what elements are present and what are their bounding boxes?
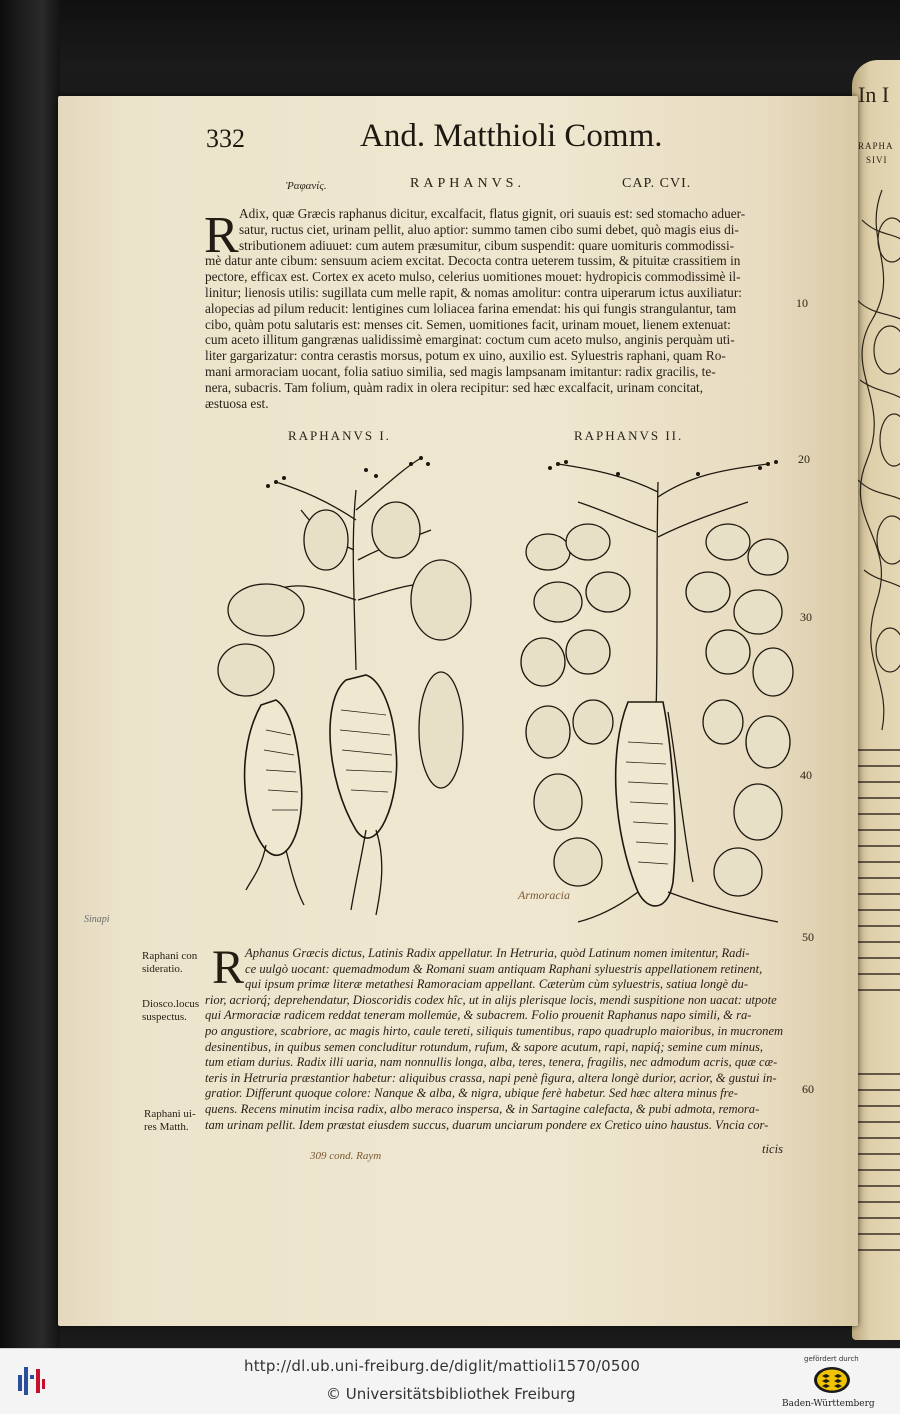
text-line: nera, subacris. Tam folium, quàm radix in olera recipitur: sed hæc excalfacit, urinam concitat,	[205, 379, 704, 395]
facing-page-subheading-2: SIVI	[866, 155, 888, 165]
page-number: 332	[206, 124, 245, 153]
woodcut-raphanus-1	[206, 450, 486, 920]
text-line: Aphanus Græcis dictus, Latinis Radix appellatur. In Hetruria, quòd Latinum nomen imitentur, Radi-	[245, 946, 750, 960]
sponsor-label: gefördert durch	[804, 1355, 859, 1363]
dioscorides-text	[205, 206, 791, 411]
document-url-link[interactable]: http://dl.ub.uni-freiburg.de/diglit/mattioli1570/0500	[244, 1357, 641, 1375]
text-line: mani armoraciam uocant, folia satiuo similia, sed magis lampsanam imitantur: radix gracilis, te-	[205, 363, 716, 379]
sponsor-name: Baden-Württemberg	[782, 1399, 875, 1409]
text-line: rior, acriorq́; deprehendatur, Dioscoridis codex hîc, ut in alijs plerisque locis, mendi suspitione non uacat: utpote	[205, 992, 777, 1007]
chapter-title: RAPHANVS.	[410, 176, 525, 191]
margin-note-diosco-locus: Diosco.locus suspectus.	[142, 998, 200, 1023]
facing-page-heading: In I	[858, 82, 890, 107]
line-number: 50	[802, 930, 814, 944]
margin-note-raphani-consideratio: Raphani con sideratio.	[142, 950, 198, 975]
text-line: tam urinam pellit. Idem præstat eiusdem succus, duarum unciarum pondere ex Cretico uino haustus. Vncia cor-	[205, 1117, 769, 1132]
text-line: quens. Recens minutim incisa radix, albo meraco inspersa, & in Sartagine calefacta, & pubi admota, remora-	[205, 1101, 760, 1116]
line-number: 60	[802, 1082, 814, 1096]
handwritten-annotation-margin: Sinapi	[84, 914, 110, 925]
catchword: ticis	[762, 1142, 783, 1156]
library-logo-icon[interactable]	[16, 1361, 46, 1401]
text-line: cibo, quàm potu salutaris est: menses cit. Semen, uomitiones facit, urinam mouet, lienem extenuat:	[205, 316, 731, 332]
book-spine	[0, 0, 60, 1348]
text-line: mè datur ante cibum: sensuum aciem excitat. Decocta contra ueterem tussim, & pituitæ crassitiem in	[205, 253, 741, 269]
figure-label-raphanus-2: RAPHANVS II.	[574, 428, 684, 443]
facing-page-text-block	[856, 744, 900, 1309]
text-line: stributionem adiuuet: cum autem præsumitur, cibum suspendit: quare uomituris commodissi-	[239, 237, 735, 253]
text-line: teris in Hetruria præstantior habetur: aliquibus crassa, napi penè figura, altera longè durior, acrior, & gustui in-	[205, 1070, 777, 1085]
text-line: linitur; lienosis utilis: sugillata cum melle rapit, & nomas amolitur: contra uiperarum ictus auxiliatur:	[205, 284, 742, 300]
text-line: satur, ructus ciet, urinam pellit, aluo aptior: summo tamen cibo sumi debet, quò magis eius di-	[239, 221, 739, 237]
text-line: pectore, efficax est. Cortex ex aceto mulso, celerius uomitiones mouet: hydropicis commodissimè il-	[205, 269, 741, 285]
text-line: ce uulgò uocant: quemadmodum & Romani suam antiquam Raphani syluestris appellationem retinent,	[245, 961, 763, 976]
text-line: qui ipsum primæ literæ metathesi Ramoraciam appellant. Cæterùm cùm syluestris, satiua longè du-	[245, 977, 749, 992]
figure-label-raphanus-1: RAPHANVS I.	[288, 428, 391, 443]
text-line: po angustiore, scabriore, ac magis hirto, caule tereti, siliquis tumentibus, rapo quadruplo maioribus, in mucronem	[205, 1023, 784, 1038]
copyright-text: © Universitätsbibliothek Freiburg	[326, 1385, 576, 1403]
text-line: æstuosa est.	[205, 395, 269, 411]
text-line: Adix, quæ Græcis raphanus dicitur, excalfacit, flatus gignit, ori suauis est: sed stomacho aduer-	[239, 206, 746, 221]
facing-page	[852, 60, 900, 1340]
text-line: alopecias ad pilum reducit: lentigines cum loliacea farina emendat: his qui fungis strangulantur, tam	[205, 300, 737, 316]
greek-heading: Ῥαφανίς.	[286, 180, 327, 192]
text-line: desinentibus, in quibus semen concluditur rotundum, rufum, & sapore acutum, rapi, napiq́; semine cum minus,	[205, 1039, 764, 1054]
text-line: qui Armoraciæ radicem reddat teneram mollemúe, & subacrem. Folio prouenit Raphanus napo simili, & ra-	[205, 1008, 752, 1023]
handwritten-annotation-figure: Armoracia	[518, 888, 570, 902]
baden-wuerttemberg-crest-icon	[812, 1365, 852, 1395]
viewer-footer	[0, 1348, 900, 1414]
running-title: And. Matthioli Comm.	[360, 118, 663, 154]
margin-note-raphani-uires: Raphani ui- res Matth.	[144, 1108, 196, 1133]
line-number: 30	[800, 610, 812, 624]
book-cover-top	[0, 0, 900, 70]
text-line: gratior. Differunt quoque colore: Nanque & alba, & nigra, ubique ferè habetur. Sed hæc altera minus fre-	[205, 1086, 738, 1101]
facing-page-subheading: RAPHA	[858, 141, 894, 151]
line-number: 20	[798, 452, 810, 466]
matthioli-commentary	[205, 941, 801, 1133]
woodcut-raphanus-2	[518, 452, 798, 930]
facing-page-woodcut	[852, 180, 900, 740]
text-line: liter gargarizatur: contra cerastis morsus, potum ex uino, auxilio est. Syluestris raphani, quam Ro-	[205, 348, 726, 364]
chapter-number: CAP. CVI.	[622, 176, 692, 191]
line-number: 10	[796, 296, 808, 310]
text-line: cum aceto illitum gangrænas ualidissimè emarginat: coctum cum aceto mulso, anginis perquàm uti-	[205, 332, 735, 348]
line-number: 40	[800, 768, 812, 782]
handwritten-annotation-bottom: 309 cond. Raym	[310, 1150, 382, 1162]
drop-cap-initial-commentary: R	[212, 941, 245, 994]
text-line: tum etiam durius. Radix illi uaria, nam nonnullis longa, alba, teres, tenera, fragilis, nec admodum acris, quæ cæ-	[205, 1055, 778, 1070]
drop-cap-initial: R	[204, 207, 239, 264]
